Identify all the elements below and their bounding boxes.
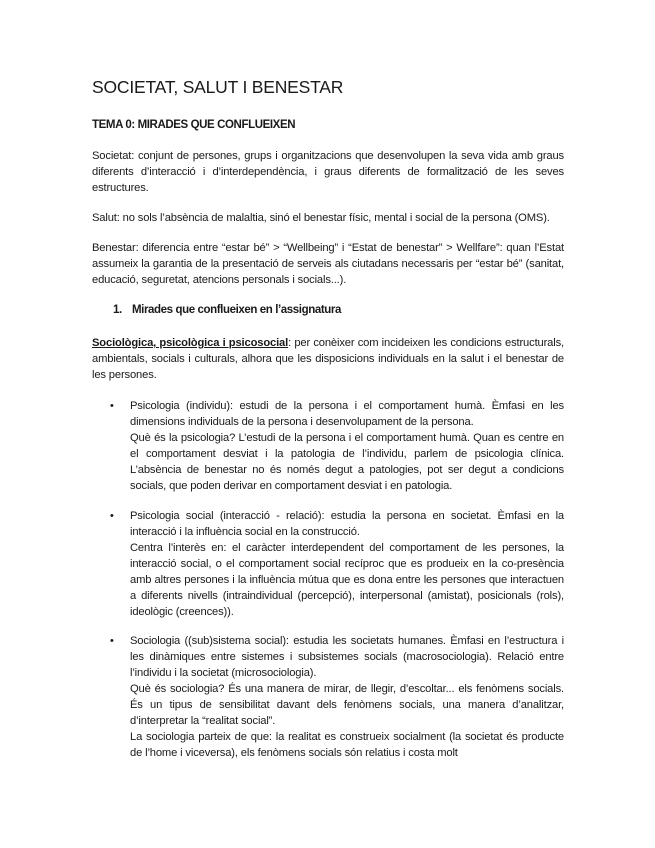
section-heading-text: Mirades que conflueixen en l’assignatura [132, 304, 341, 316]
definition-societat: Societat: conjunt de persones, grups i organitzacions que desenvolupen la seva vida amb graus diferents d’interacció i d’interdependència, i graus diferents de formalització de les seves estructures. [92, 150, 564, 194]
list-item-paragraph: Psicologia (individu): estudi de la persona i el comportament humà. Èmfasi en les dimensions individuals de la persona i desenvolupament de la persona. [130, 400, 564, 428]
list-item-paragraph: La sociologia parteix de que: la realitat es construeix socialment (la societat és producte de l’home i viceversa), els fenòmens socials són relatius i costa molt [130, 731, 564, 759]
list-item-paragraph: Psicologia social (interacció - relació): estudia la persona en societat. Èmfasi en la interacció i la influència social en la construcció. [130, 510, 564, 538]
section-heading [113, 304, 341, 316]
topic-subtitle: TEMA 0: MIRADES QUE CONFLUEIXEN [92, 119, 296, 131]
list-item [130, 633, 564, 761]
list-item-paragraph: Centra l’interès en: el caràcter interdependent del comportament de les persones, la interacció social, o el comportament social recíproc que es produeix en la co-presència amb altres persones i la influència mútua que es dona entre les persones que interactuen a diferents nivells (intraindividual (percepció), interpersonal (amistat), posicionals (rols), ideològic (creences)). [130, 542, 564, 618]
definition-salut: Salut: no sols l’absència de malaltia, sinó el benestar físic, mental i social de la persona (OMS). [92, 212, 550, 224]
list-item [130, 398, 564, 494]
section-number: 1. [113, 304, 122, 316]
list-item-paragraph: Sociologia ((sub)sistema social): estudia les societats humanes. Èmfasi en l’estructura i les dinàmiques entre sistemes i subsistemes socials (macrosociologia). Relació entre l’individu i la societat (microsociologia). [130, 635, 564, 679]
page-title: SOCIETAT, SALUT I BENESTAR [92, 77, 344, 97]
list-item-paragraph: Què és la psicologia? L’estudi de la persona i el comportament humà. Quan es centre en el comportament desviat i la patologia de l’individu, parlem de psicologia clínica. L’absència de benestar no és només degut a patologies, pot ser degut a condicions socials, que poden derivar en comportament desviat i en patologia. [130, 432, 564, 492]
section-intro-text: : per conèixer com incideixen les condicions estructurals, ambientals, socials i culturals, alhora que les disposicions individuals en la salut i el benestar de les persones. [92, 337, 564, 381]
bullet-icon: • [110, 635, 114, 647]
bullet-icon: • [110, 510, 114, 522]
section-intro [92, 335, 564, 383]
section-intro-bold: Sociològica, psicològica i psicosocial [92, 337, 289, 349]
bullet-icon: • [110, 400, 114, 412]
definition-benestar: Benestar: diferencia entre “estar bé” > “Wellbeing” i “Estat de benestar” > Wellfare”: quan l’Estat assumeix la garantia de la presentació de serveis als ciutadans necessaris per “estar bé” (sanitat, educació, seguretat, atencions personals i socials...). [92, 242, 564, 286]
list-item-paragraph: Què és sociologia? És una manera de mirar, de llegir, d’escoltar... els fenòmens socials. És un tipus de sensibilitat davant dels fenòmens socials, una manera d’analitzar, d’interpretar la “realitat social”. [130, 683, 564, 727]
list-item [130, 508, 564, 620]
